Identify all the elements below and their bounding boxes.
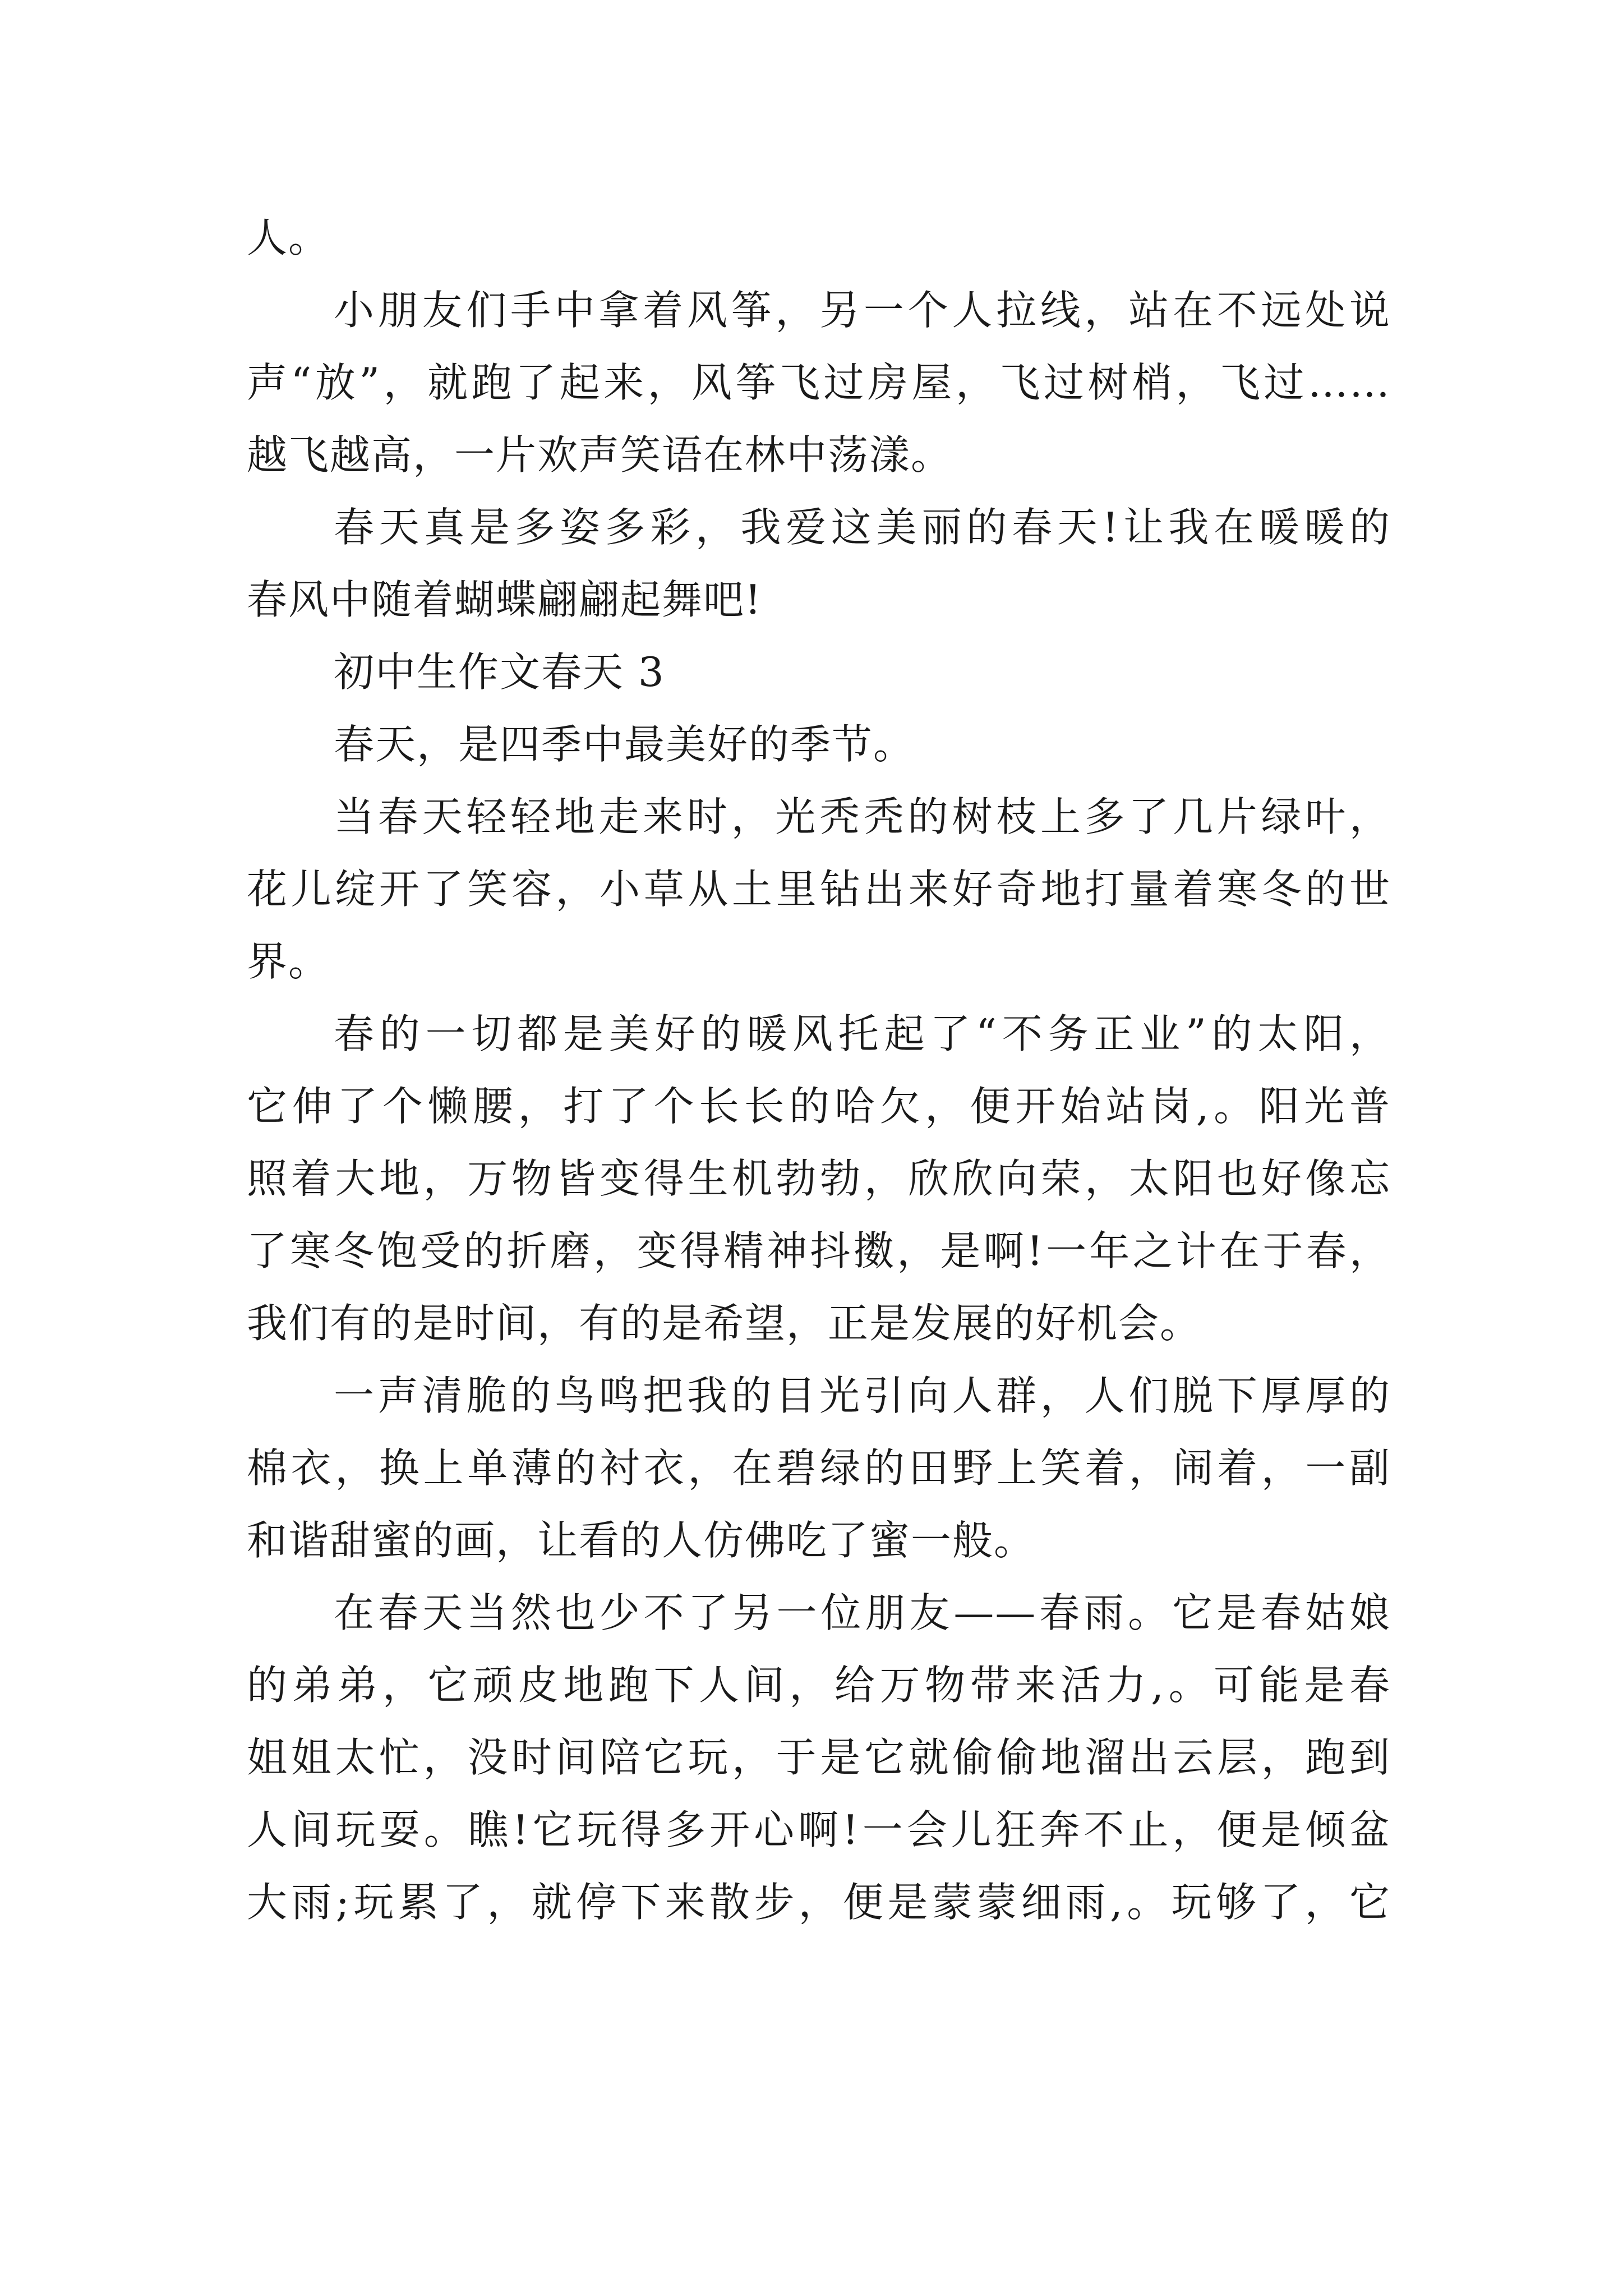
- text-line: 人。: [247, 214, 330, 261]
- paragraph-start-line: 当春天轻轻地走来时，光秃秃的树枝上多了几片绿叶，: [334, 793, 1391, 840]
- paragraph-start-line: 春天真是多姿多彩，我爱这美丽的春天!让我在暖暖的: [334, 504, 1391, 551]
- text-line: 人间玩耍。瞧!它玩得多开心啊!一会儿狂奔不止，便是倾盆: [247, 1806, 1391, 1853]
- text-line: 春风中随着蝴蝶翩翩起舞吧!: [247, 576, 762, 623]
- paragraph-start-line: 小朋友们手中拿着风筝，另一个人拉线，站在不远处说: [334, 287, 1391, 334]
- text-line: 花儿绽开了笑容，小草从土里钻出来好奇地打量着寒冬的世: [247, 866, 1391, 913]
- text-line: 和谐甜蜜的画，让看的人仿佛吃了蜜一般。: [247, 1517, 1036, 1564]
- paragraph-start-line: 春的一切都是美好的暖风托起了“不务正业”的太阳，: [334, 1010, 1391, 1057]
- text-line: 越飞越高，一片欢声笑语在林中荡漾。: [247, 431, 953, 478]
- text-line: 它伸了个懒腰，打了个长长的哈欠，便开始站岗,。阳光普: [247, 1083, 1391, 1130]
- text-line: 大雨;玩累了，就停下来散步，便是蒙蒙细雨,。玩够了，它: [247, 1879, 1391, 1926]
- paragraph-start-line: 春天，是四季中最美好的季节。: [334, 721, 915, 768]
- essay-text: [247, 202, 1391, 1939]
- section-heading: 初中生作文春天 3: [334, 648, 665, 696]
- text-line: 的弟弟，它顽皮地跑下人间，给万物带来活力,。可能是春: [247, 1662, 1391, 1709]
- text-line: 界。: [247, 938, 330, 985]
- text-line: 姐姐太忙，没时间陪它玩，于是它就偷偷地溜出云层，跑到: [247, 1734, 1391, 1781]
- paragraph-start-line: 在春天当然也少不了另一位朋友——春雨。它是春姑娘: [334, 1589, 1391, 1636]
- text-line: 我们有的是时间，有的是希望，正是发展的好机会。: [247, 1300, 1202, 1347]
- paragraph-start-line: 一声清脆的鸟鸣把我的目光引向人群，人们脱下厚厚的: [334, 1372, 1391, 1419]
- text-line: 了寒冬饱受的折磨，变得精神抖擞，是啊!一年之计在于春，: [247, 1227, 1391, 1274]
- text-line: 棉衣，换上单薄的衬衣，在碧绿的田野上笑着，闹着，一副: [247, 1444, 1391, 1492]
- text-line: 照着大地，万物皆变得生机勃勃，欣欣向荣，太阳也好像忘: [247, 1155, 1391, 1202]
- text-line: 声“放”，就跑了起来，风筝飞过房屋，飞过树梢，飞过……: [247, 359, 1391, 406]
